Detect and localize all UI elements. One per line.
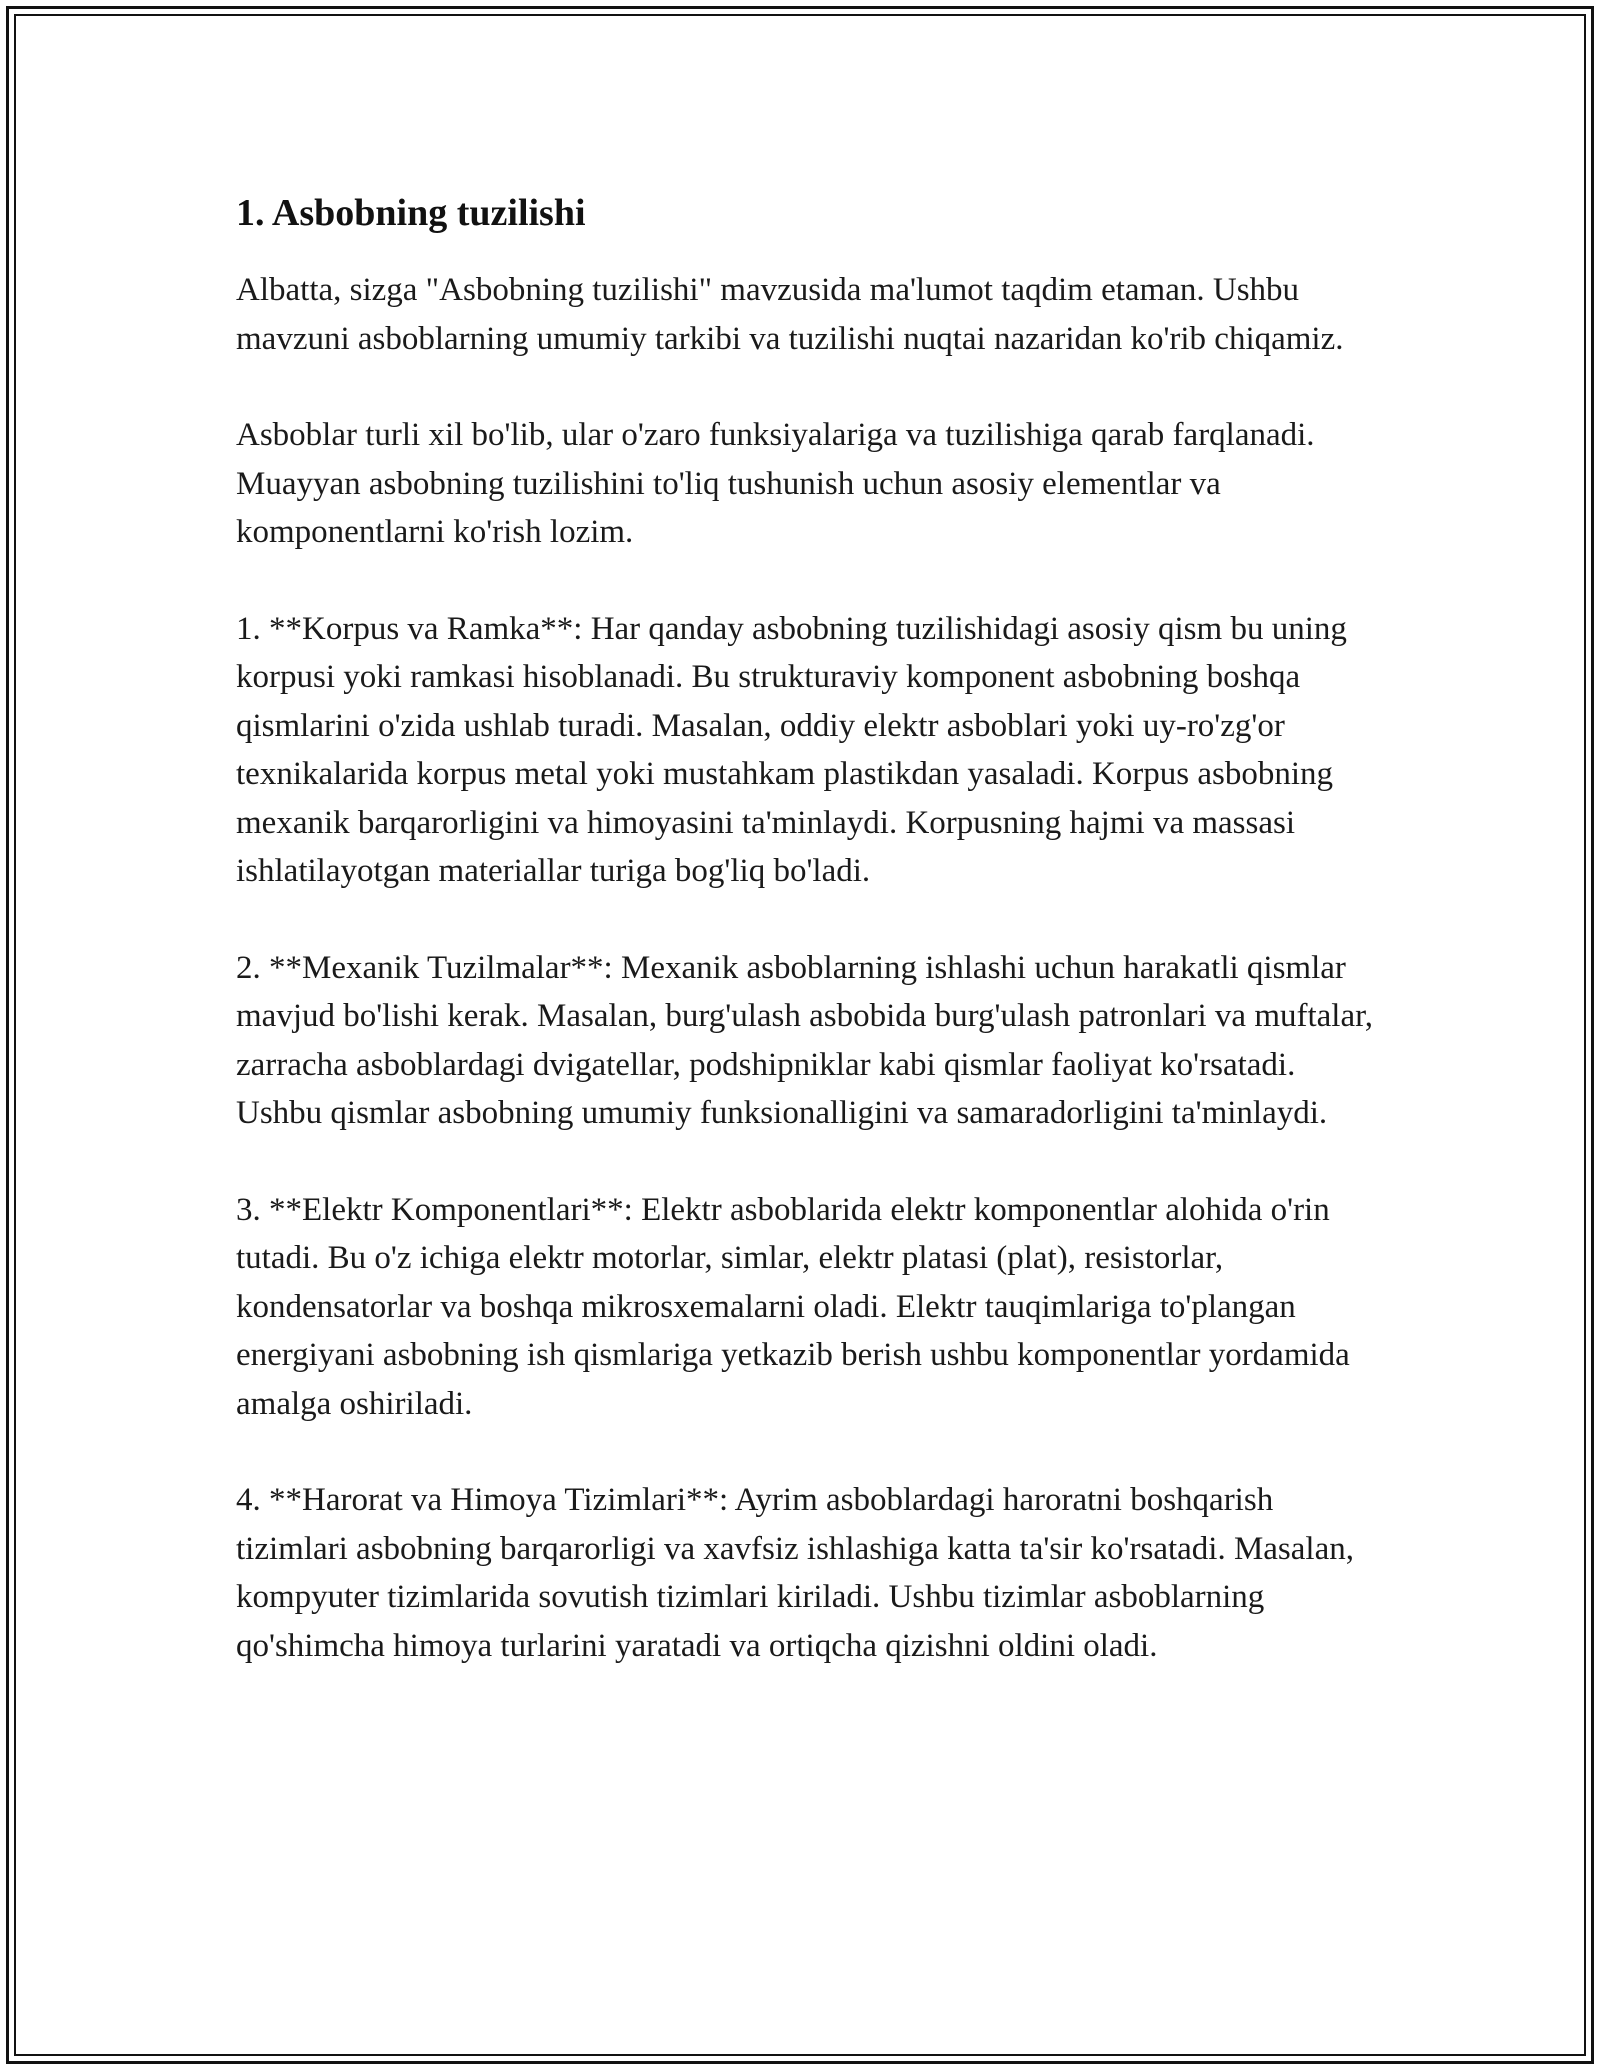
list-item-elektr: 3. **Elektr Komponentlari**: Elektr asboblarida elektr komponentlar alohida o'rin tutadi. Bu o'z ichiga elektr motorlar, simlar, elektr platasi (plat), resistorlar, kondensatorlar va boshqa mikrosxemalarni oladi. Elektr tauqimlariga to'plangan energiyani asbobning ish qismlariga yetkazib berish ushbu komponentlar yordamida amalga oshiriladi. <box>236 1191 1350 1422</box>
document-body <box>236 186 1376 1718</box>
intro-paragraph: Albatta, sizga "Asbobning tuzilishi" mavzusida ma'lumot taqdim etaman. Ushbu mavzuni asboblarning umumiy tarkibi va tuzilishi nuqtai nazaridan ko'rib chiqamiz. <box>236 272 1344 357</box>
list-item-korpus: 1. **Korpus va Ramka**: Har qanday asbobning tuzilishidagi asosiy qism bu uning korpusi yoki ramkasi hisoblanadi. Bu strukturaviy komponent asbobning boshqa qismlarini o'zida ushlab turadi. Masalan, oddiy elektr asboblari yoki uy-ro'zg'or texnikalarida korpus metal yoki mustahkam plastikdan yasaladi. Korpus asbobning mexanik barqarorligini va himoyasini ta'minlaydi. Korpusning hajmi va massasi ishlatilayotgan materiallar turiga bog'liq bo'ladi. <box>236 610 1347 889</box>
list-item-mexanik: 2. **Mexanik Tuzilmalar**: Mexanik asboblarning ishlashi uchun harakatli qismlar mavjud bo'lishi kerak. Masalan, burg'ulash asbobida burg'ulash patronlari va muftalar, zarracha asboblardagi dvigatellar, podshipniklar kabi qismlar faoliyat ko'rsatadi. Ushbu qismlar asbobning umumiy funksionalligini va samaradorligini ta'minlaydi. <box>236 949 1374 1131</box>
section-title: 1. Asbobning tuzilishi <box>236 192 586 234</box>
overview-paragraph: Asboblar turli xil bo'lib, ular o'zaro funksiyalariga va tuzilishiga qarab farqlanadi. Muayyan asbobning tuzilishini to'liq tushunish uchun asosiy elementlar va komponentlarni ko'rish lozim. <box>236 417 1315 550</box>
list-item-harorat: 4. **Harorat va Himoya Tizimlari**: Ayrim asboblardagi haroratni boshqarish tizimlari asbobning barqarorligi va xavfsiz ishlashiga katta ta'sir ko'rsatadi. Masalan, kompyuter tizimlarida sovutish tizimlari kiriladi. Ushbu tizimlar asboblarning qo'shimcha himoya turlarini yaratadi va ortiqcha qizishni oldini oladi. <box>236 1482 1354 1664</box>
